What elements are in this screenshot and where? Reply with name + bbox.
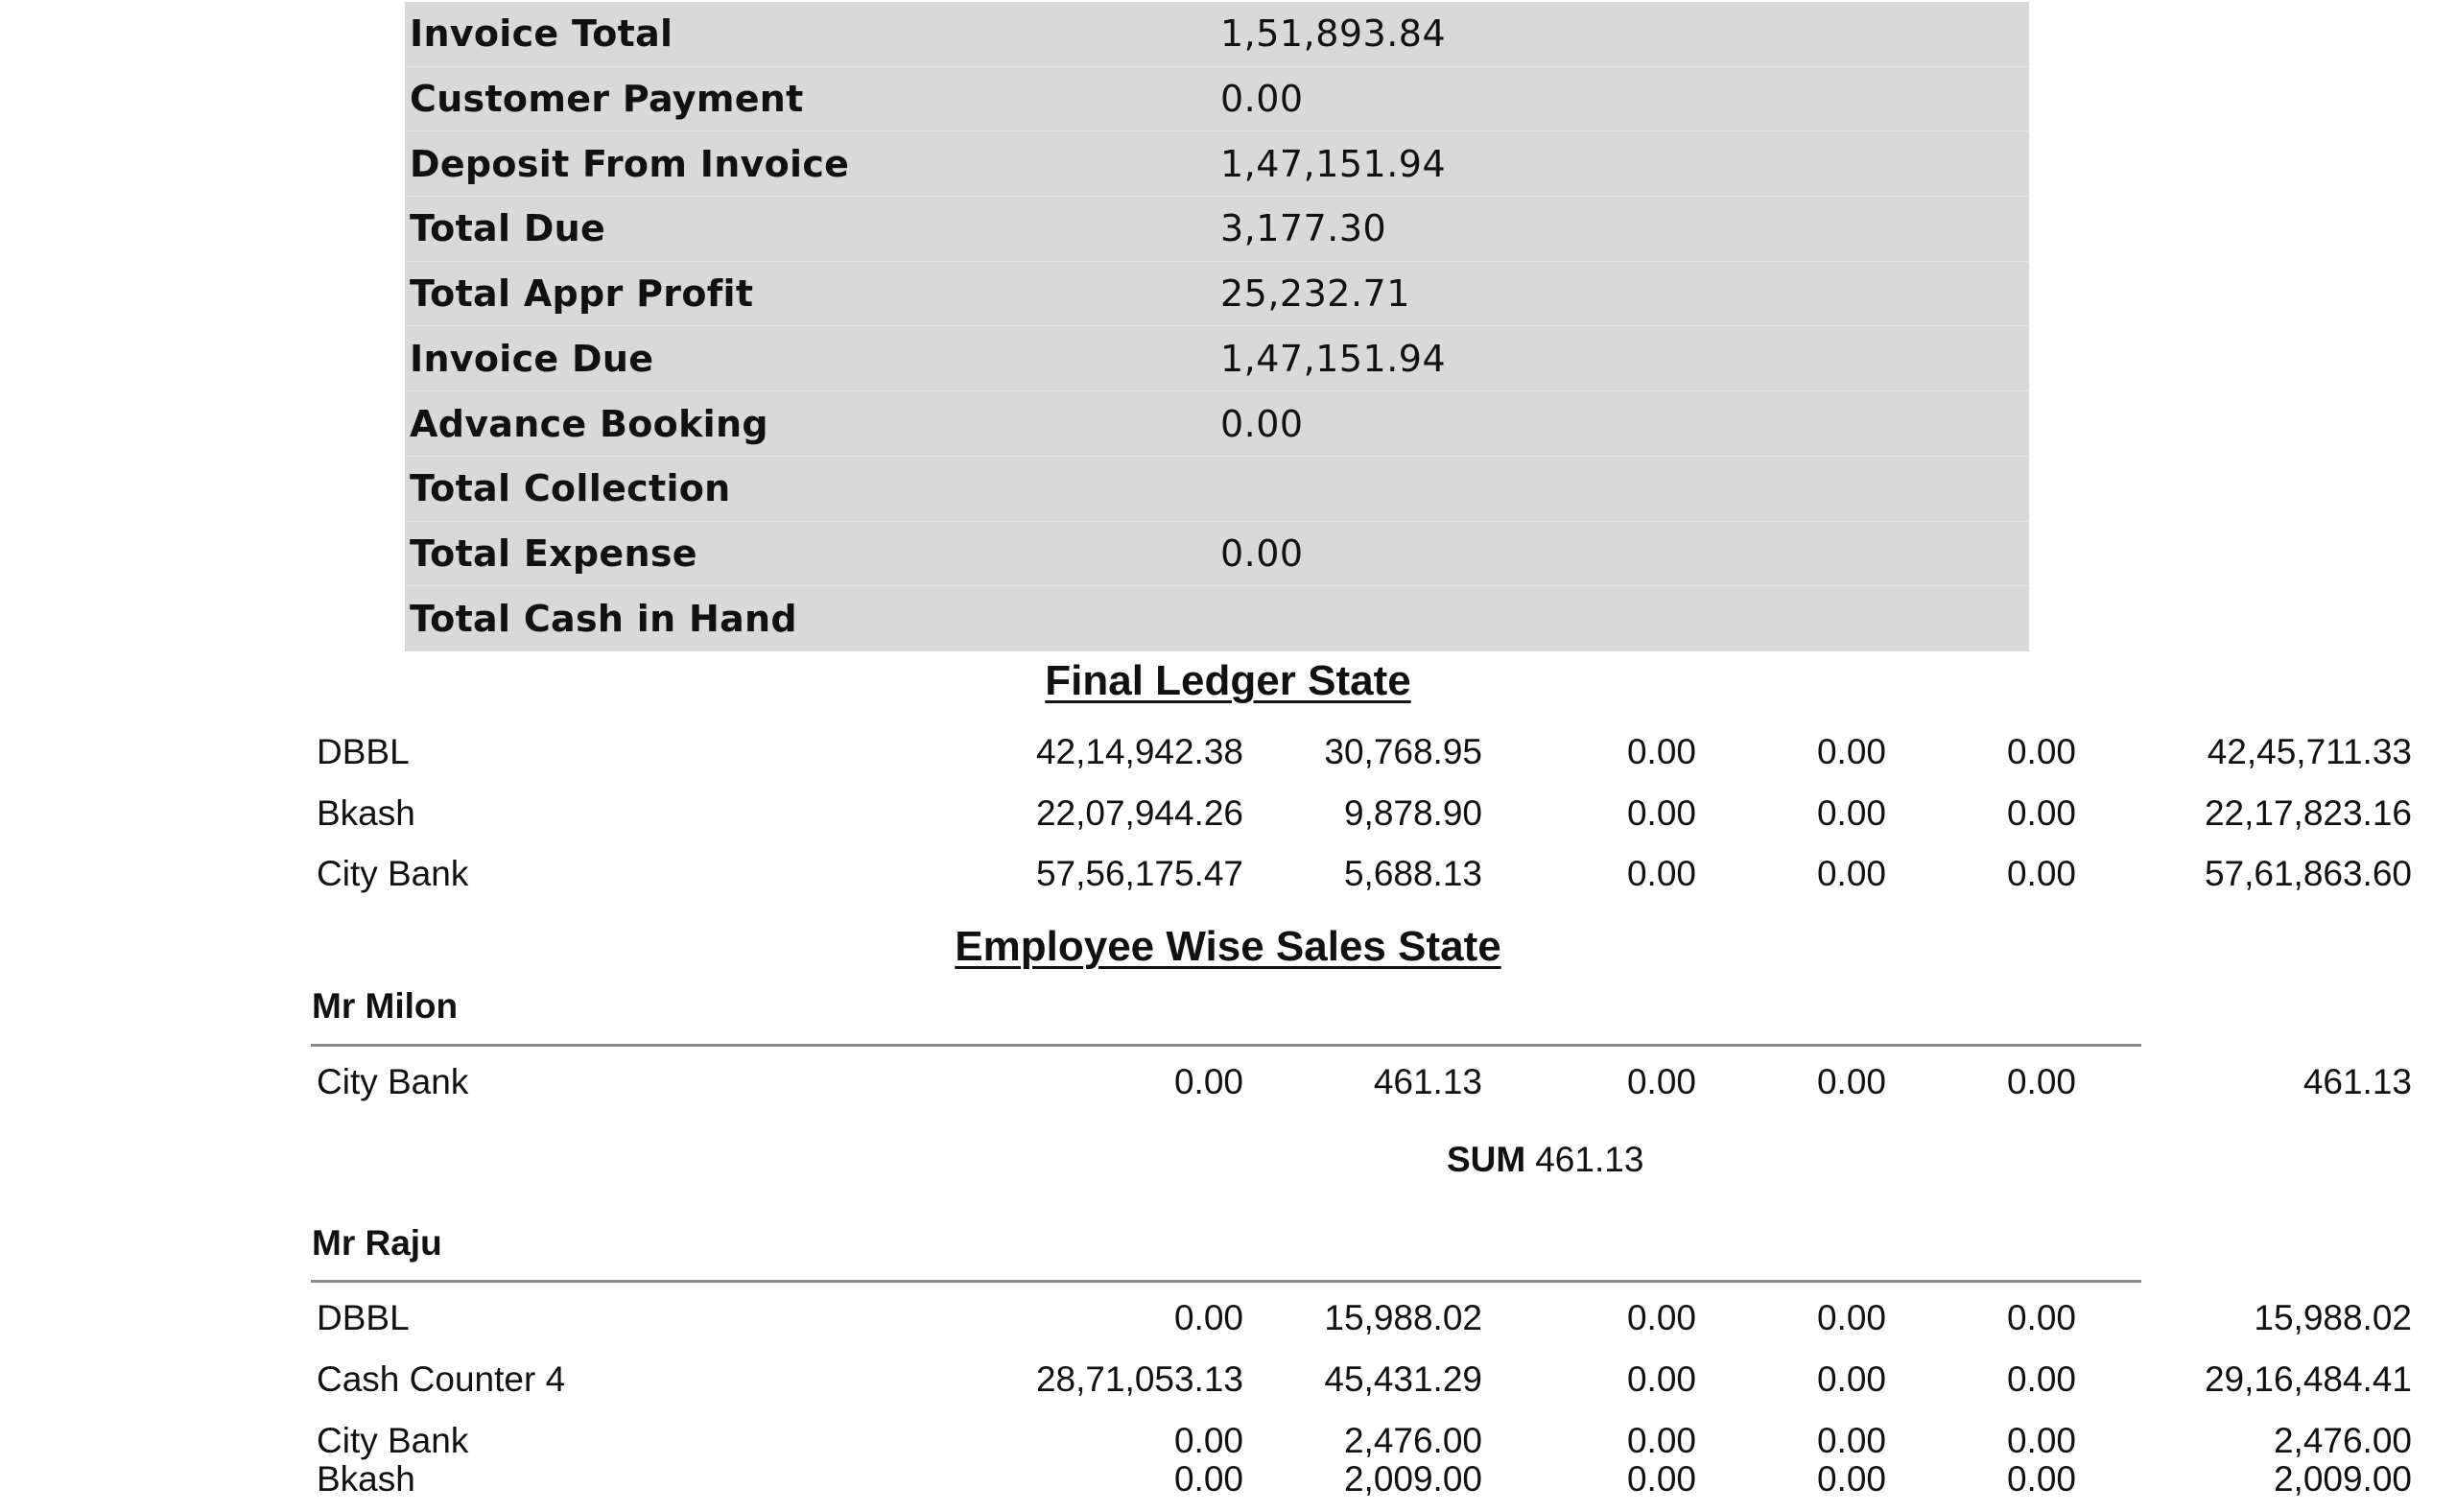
summary-row-deposit-from-invoice [405,131,2029,197]
ledger-value-1: 57,56,175.47 [1035,854,1243,893]
ledger-value-1: 0.00 [1173,1421,1243,1460]
summary-row-advance-booking [405,391,2029,457]
ledger-account-name: City Bank [317,854,469,893]
ledger-value-2: 2,476.00 [1343,1421,1482,1460]
summary-value: 0.00 [1220,532,1304,575]
summary-row-total-appr-profit [405,262,2029,327]
summary-label: Total Cash in Hand [410,598,797,641]
ledger-value-5: 0.00 [2006,854,2076,893]
summary-row-total-due [405,197,2029,262]
summary-table [405,2,2029,651]
summary-label: Total Expense [410,532,697,575]
summary-label: Invoice Due [410,337,654,380]
summary-label: Invoice Total [410,12,673,56]
ledger-value-6: 2,009.00 [2273,1459,2412,1499]
ledger-value-3: 0.00 [1626,1421,1696,1460]
ledger-account-name: City Bank [317,1421,469,1460]
ledger-value-6: 22,17,823.16 [2204,793,2412,833]
ledger-value-2: 30,768.95 [1324,732,1482,771]
ledger-value-5: 0.00 [2006,793,2076,833]
ledger-value-1: 0.00 [1173,1298,1243,1337]
ledger-row [307,783,2412,844]
employee-name: Mr Milon [312,986,459,1026]
summary-value: 0.00 [1220,78,1304,121]
ledger-value-1: 0.00 [1173,1062,1243,1101]
summary-row-invoice-total [405,2,2029,67]
ledger-value-6: 57,61,863.60 [2204,854,2412,893]
ledger-value-3: 0.00 [1626,1062,1696,1101]
ledger-value-2: 15,988.02 [1324,1298,1482,1337]
ledger-value-3: 0.00 [1626,854,1696,893]
ledger-row [307,721,2412,783]
summary-value: 1,47,151.94 [1220,337,1447,380]
ledger-value-4: 0.00 [1816,1359,1886,1399]
final-ledger-title: Final Ledger State [1045,657,1411,704]
ledger-account-name: City Bank [317,1062,469,1101]
ledger-value-4: 0.00 [1816,793,1886,833]
summary-value: 1,51,893.84 [1220,12,1447,56]
ledger-value-6: 15,988.02 [2254,1298,2412,1337]
ledger-value-5: 0.00 [2006,1421,2076,1460]
summary-row-total-cash-in-hand [405,586,2029,651]
summary-label: Total Due [410,207,606,250]
ledger-value-2: 2,009.00 [1343,1459,1482,1499]
ledger-value-4: 0.00 [1816,1062,1886,1101]
ledger-account-name: DBBL [317,732,410,771]
ledger-value-4: 0.00 [1816,732,1886,771]
ledger-value-6: 29,16,484.41 [2204,1359,2412,1399]
ledger-value-5: 0.00 [2006,1062,2076,1101]
ledger-account-name: Cash Counter 4 [317,1359,566,1399]
ledger-value-1: 22,07,944.26 [1035,793,1243,833]
ledger-account-name: DBBL [317,1298,410,1337]
summary-value: 3,177.30 [1220,207,1387,250]
ledger-value-3: 0.00 [1626,1359,1696,1399]
ledger-value-4: 0.00 [1816,1459,1886,1499]
employee-ledger-row [307,1051,2412,1113]
ledger-value-4: 0.00 [1816,1298,1886,1337]
ledger-row [307,843,2412,905]
ledger-value-2: 5,688.13 [1343,854,1482,893]
ledger-value-3: 0.00 [1626,793,1696,833]
ledger-value-2: 9,878.90 [1343,793,1482,833]
ledger-value-3: 0.00 [1626,1298,1696,1337]
ledger-value-2: 45,431.29 [1324,1359,1482,1399]
summary-value: 25,232.71 [1220,272,1410,316]
ledger-value-3: 0.00 [1626,732,1696,771]
summary-row-total-collection [405,457,2029,522]
ledger-value-2: 461.13 [1373,1062,1482,1101]
ledger-value-5: 0.00 [2006,732,2076,771]
summary-row-total-expense [405,522,2029,587]
summary-label: Advance Booking [410,402,768,445]
employee-sales-title: Employee Wise Sales State [955,923,1501,970]
ledger-value-6: 2,476.00 [2273,1421,2412,1460]
summary-label: Total Collection [410,467,731,510]
ledger-account-name: Bkash [317,793,415,833]
ledger-value-5: 0.00 [2006,1359,2076,1399]
summary-value: 0.00 [1220,402,1304,445]
sum-value: 461.13 [1535,1140,1644,1179]
summary-value: 1,47,151.94 [1220,142,1447,185]
ledger-value-1: 28,71,053.13 [1035,1359,1243,1399]
sum-label: SUM [1447,1140,1526,1179]
employee-name: Mr Raju [312,1223,442,1263]
ledger-value-4: 0.00 [1816,854,1886,893]
ledger-value-1: 0.00 [1173,1459,1243,1499]
summary-label: Customer Payment [410,78,804,121]
ledger-value-6: 461.13 [2302,1062,2412,1101]
ledger-value-6: 42,45,711.33 [2207,732,2412,771]
employee-sum [1447,1140,1643,1180]
employee-ledger-row [307,1449,2412,1510]
summary-row-invoice-due [405,327,2029,392]
ledger-value-5: 0.00 [2006,1459,2076,1499]
ledger-value-3: 0.00 [1626,1459,1696,1499]
ledger-account-name: Bkash [317,1459,415,1499]
summary-row-customer-payment [405,67,2029,132]
employee-ledger-row [307,1288,2412,1349]
employee-divider [311,1044,2141,1047]
ledger-value-4: 0.00 [1816,1421,1886,1460]
ledger-value-5: 0.00 [2006,1298,2076,1337]
summary-label: Total Appr Profit [410,272,754,316]
summary-label: Deposit From Invoice [410,142,850,185]
ledger-value-1: 42,14,942.38 [1035,732,1243,771]
employee-divider [311,1280,2141,1283]
employee-ledger-row [307,1349,2412,1410]
